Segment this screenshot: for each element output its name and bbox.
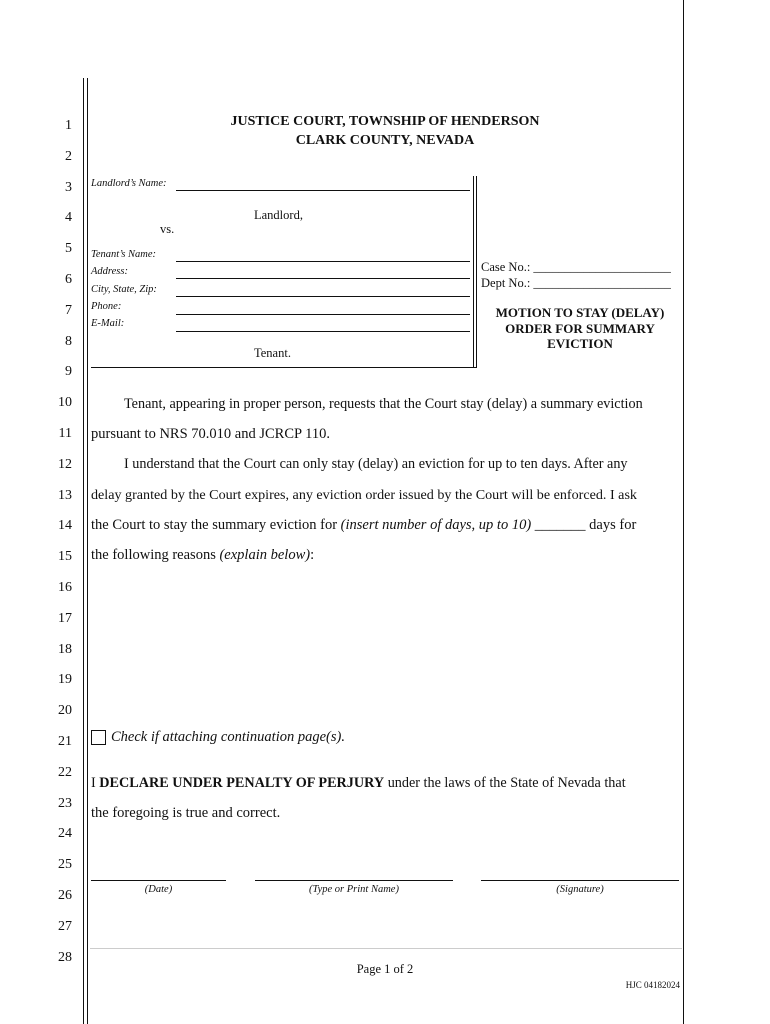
address-label: Address:: [91, 266, 128, 277]
footer-rule: [90, 948, 682, 949]
declaration-prefix: I: [91, 775, 100, 791]
continuation-checkbox[interactable]: [91, 730, 106, 745]
line-number: 16: [58, 580, 72, 595]
line-number: 3: [65, 179, 72, 195]
line-number: 18: [58, 641, 72, 657]
caption-divider-b: [476, 176, 477, 368]
landlord-word: Landlord,: [254, 208, 303, 222]
form-code: HJC 04182024: [625, 980, 680, 990]
date-line[interactable]: [91, 880, 226, 881]
line-number: 13: [58, 487, 72, 503]
line-number: 22: [58, 764, 72, 780]
phone-label: Phone:: [91, 301, 122, 312]
line-number: 28: [58, 949, 72, 965]
versus-text: vs.: [160, 222, 175, 236]
declaration-line-1: [91, 775, 626, 792]
court-name: JUSTICE COURT, TOWNSHIP OF HENDERSON: [230, 114, 540, 129]
paragraph-1-line-1: Tenant, appearing in proper person, requests that the Court stay (delay) a summary eviction: [124, 396, 643, 412]
line-number: 1: [65, 118, 72, 133]
reasons-text: the following reasons: [91, 547, 220, 563]
paragraph-2-line-3: [91, 517, 636, 534]
line-number: 25: [58, 857, 72, 873]
signature-label: (Signature): [556, 884, 604, 895]
line-number: 14: [58, 518, 72, 534]
landlord-name-label: Landlord’s Name:: [91, 178, 167, 189]
days-instruction: (insert number of days, up to 10): [340, 517, 532, 533]
paragraph-1-line-2: pursuant to NRS 70.010 and JCRCP 110.: [91, 426, 331, 442]
landlord-name-field[interactable]: [176, 190, 470, 191]
continuation-checkbox-label: Check if attaching continuation page(s).: [111, 729, 345, 745]
caption-bottom-rule: [91, 367, 476, 368]
line-number: 24: [58, 826, 72, 842]
declaration-line-2: the foregoing is true and correct.: [91, 805, 281, 821]
line-number: 21: [58, 734, 72, 749]
line-number: 19: [58, 672, 72, 688]
paragraph-2-line-1: I understand that the Court can only stay (delay) an eviction for up to ten days. After any: [124, 456, 628, 472]
motion-title-line-1: MOTION TO STAY (DELAY): [495, 305, 665, 320]
case-number: Case No.: ______________________: [481, 260, 671, 274]
line-number: 17: [58, 610, 72, 626]
line-number: 10: [58, 395, 72, 411]
dept-number: Dept No.: ______________________: [481, 276, 671, 290]
line-number: 6: [65, 272, 72, 287]
line-number: 9: [65, 364, 72, 380]
left-margin-rule-outer: [83, 78, 84, 1024]
line-number: 7: [65, 302, 72, 318]
paragraph-2-line-4: [91, 547, 314, 564]
paragraph-2-line-2: delay granted by the Court expires, any eviction order issued by the Court will be enforced. I ask: [91, 487, 637, 503]
explain-instruction: (explain below): [219, 547, 311, 563]
motion-title-line-2: ORDER FOR SUMMARY: [505, 320, 655, 336]
motion-title-line-3: EVICTION: [547, 336, 613, 351]
tenant-name-field[interactable]: [176, 261, 470, 262]
line-number: 15: [58, 549, 72, 565]
line-number: 12: [58, 456, 72, 472]
email-field[interactable]: [176, 331, 470, 332]
city-state-zip-label: City, State, Zip:: [91, 284, 157, 295]
line-number: 23: [58, 795, 72, 811]
line-number: 8: [65, 333, 72, 349]
caption-divider-a: [473, 176, 474, 368]
line-number: 4: [65, 210, 72, 226]
court-county: CLARK COUNTY, NEVADA: [295, 133, 475, 148]
signature-line[interactable]: [481, 880, 679, 881]
declaration-rest: under the laws of the State of Nevada that: [384, 775, 626, 791]
right-margin-rule: [683, 0, 684, 1024]
left-margin-rule-inner: [87, 78, 88, 1024]
stay-request-text: the Court to stay the summary eviction for: [91, 517, 341, 533]
reasons-colon: :: [310, 547, 315, 563]
declaration-bold: DECLARE UNDER PENALTY OF PERJURY: [99, 775, 385, 791]
page-number: Page 1 of 2: [356, 962, 414, 976]
tenant-word: Tenant.: [254, 346, 291, 360]
tenant-name-label: Tenant’s Name:: [91, 249, 157, 260]
days-blank[interactable]: _______ days for: [531, 517, 637, 533]
city-state-zip-field[interactable]: [176, 296, 470, 297]
phone-field[interactable]: [176, 314, 470, 315]
print-name-label: (Type or Print Name): [309, 884, 399, 895]
line-number: 27: [58, 918, 72, 934]
address-field[interactable]: [176, 278, 470, 279]
print-name-line[interactable]: [255, 880, 453, 881]
reasons-writing-area[interactable]: [91, 572, 679, 722]
motion-title: [480, 305, 680, 352]
email-label: E-Mail:: [91, 318, 125, 329]
date-label: (Date): [144, 884, 173, 895]
line-number: 26: [58, 888, 72, 903]
line-number: 2: [65, 148, 72, 164]
line-number: 20: [58, 703, 72, 719]
line-number: 11: [58, 426, 72, 441]
line-number: 5: [65, 241, 72, 257]
